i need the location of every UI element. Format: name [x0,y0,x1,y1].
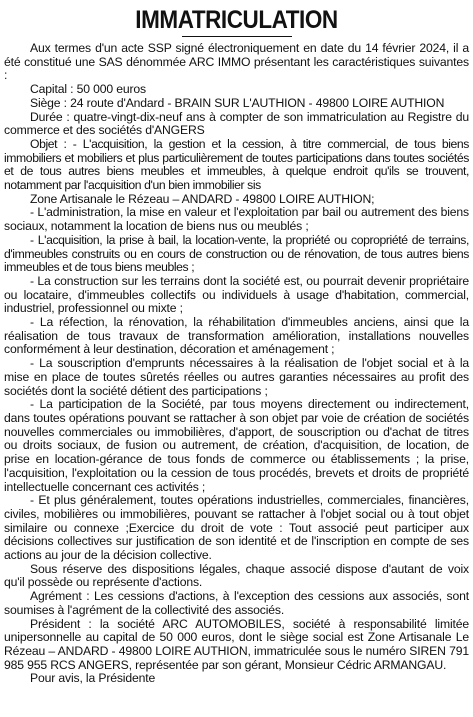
paragraph-participation: - La participation de la Société, par tous moyens directement ou indirectement, dans toutes opérations pouvant se rattacher à son objet par voie de création de sociétés nouvelles commerciales ou immobilières, d'apport, de souscription ou d'achat de titres ou droits sociaux, de fusion ou autrement, de création, d'acquisition, de location, de prise en location-gérance de tous fonds de commerce ou établissements ; la prise, l'acquisition, l'exploitation ou la cession de tous procédés, brevets et droits de propriété intellectuelle concernant ces activités ; [4,397,469,494]
paragraph-administration: - L'administration, la mise en valeur et l'exploitation par bail ou autrement des biens sociaux, notamment la location de biens nus ou meublés ; [4,205,469,234]
paragraph-voix: Sous réserve des dispositions légales, chaque associé dispose d'autant de voix qu'il possède ou représente d'actions. [4,561,469,590]
paragraph-siege: Siège : 24 route d'Andard - BRAIN SUR L'AUTHION - 49800 LOIRE AUTHION [30,95,445,110]
paragraph-agrement: Agrément : Les cessions d'actions, à l'exception des cessions aux associés, sont soumises à l'agrément de la collectivité des associés. [4,589,469,617]
title-underline [182,36,292,37]
paragraph-objet: Objet : - L'acquisition, la gestion et la cession, à titre commercial, de tous biens immobiliers et mobiliers et plus particulièrement de toutes participations dans toutes sociétés et de tous autres biens meubles et immeubles, à quelque endroit qu'ils se trouvent, notamment par l'acquisition d'un bien immobilier sis [4,136,469,193]
paragraph-intro: Aux termes d'un acte SSP signé électroniquement en date du 14 février 2024, il a été constitué une SAS dénommée ARC IMMO présentant les caractéristiques suivantes : [4,41,469,83]
paragraph-signature: Pour avis, la Présidente [30,671,156,686]
paragraph-zone: Zone Artisanale le Rézeau – ANDARD - 49800 LOIRE AUTHION; [30,191,375,206]
paragraph-refection: - La réfection, la rénovation, la réhabilitation d'immeubles anciens, ainsi que la réalisation de tous travaux de transformation amélioration, installations nouvelles conformément à leur destination, décoration et aménagement ; [4,315,469,357]
notice-title: IMMATRICULATION [135,6,338,34]
legal-notice [4,0,469,686]
paragraph-president: Président : la société ARC AUTOMOBILES, société à responsabilité limitée unipersonnelle au capital de 50 000 euros, dont le siège social est Zone Artisanale Le Rézeau – ANDARD - 49800 LOIRE AUTHION, immatriculée sous le numéro SIREN 791 985 955 RCS ANGERS, représentée par son gérant, Monsieur Cédric ARMANGAU. [4,616,469,672]
paragraph-general: - Et plus généralement, toutes opérations industrielles, commerciales, financières, civiles, mobilières ou immobilières, pouvant se rattacher à l'objet social ou à tout objet similaire ou connexe ;Exercice du droit de vote : Tout associé peut participer aux décisions collectives sur justification de son identité et de l'inscription en compte de ses actions au jour de la décision collective. [4,493,469,563]
paragraph-acquisition: - L'acquisition, la prise à bail, la location-vente, la propriété ou copropriété de terrains, d'immeubles construits ou en cours de construction ou de rénovation, de tous autres biens immeubles et de tous biens meubles ; [4,232,469,275]
paragraph-duree: Durée : quatre-vingt-dix-neuf ans à compter de son immatriculation au Registre du commerce et des sociétés d'ANGERS [4,109,469,138]
paragraph-construction: - La construction sur les terrains dont la société est, ou pourrait devenir propriétaire ou locataire, d'immeubles collectifs ou individuels à usage d'habitation, commercial, industriel, professionnel ou mixte ; [4,273,469,316]
notice-body [4,42,469,686]
paragraph-capital: Capital : 50 000 euros [30,82,146,97]
paragraph-emprunts: - La souscription d'emprunts nécessaires à la réalisation de l'objet social et à la mise en place de toutes sûretés réelles ou autres garanties nécessaires au profit des sociétés dont la société détient des participations ; [4,356,469,398]
